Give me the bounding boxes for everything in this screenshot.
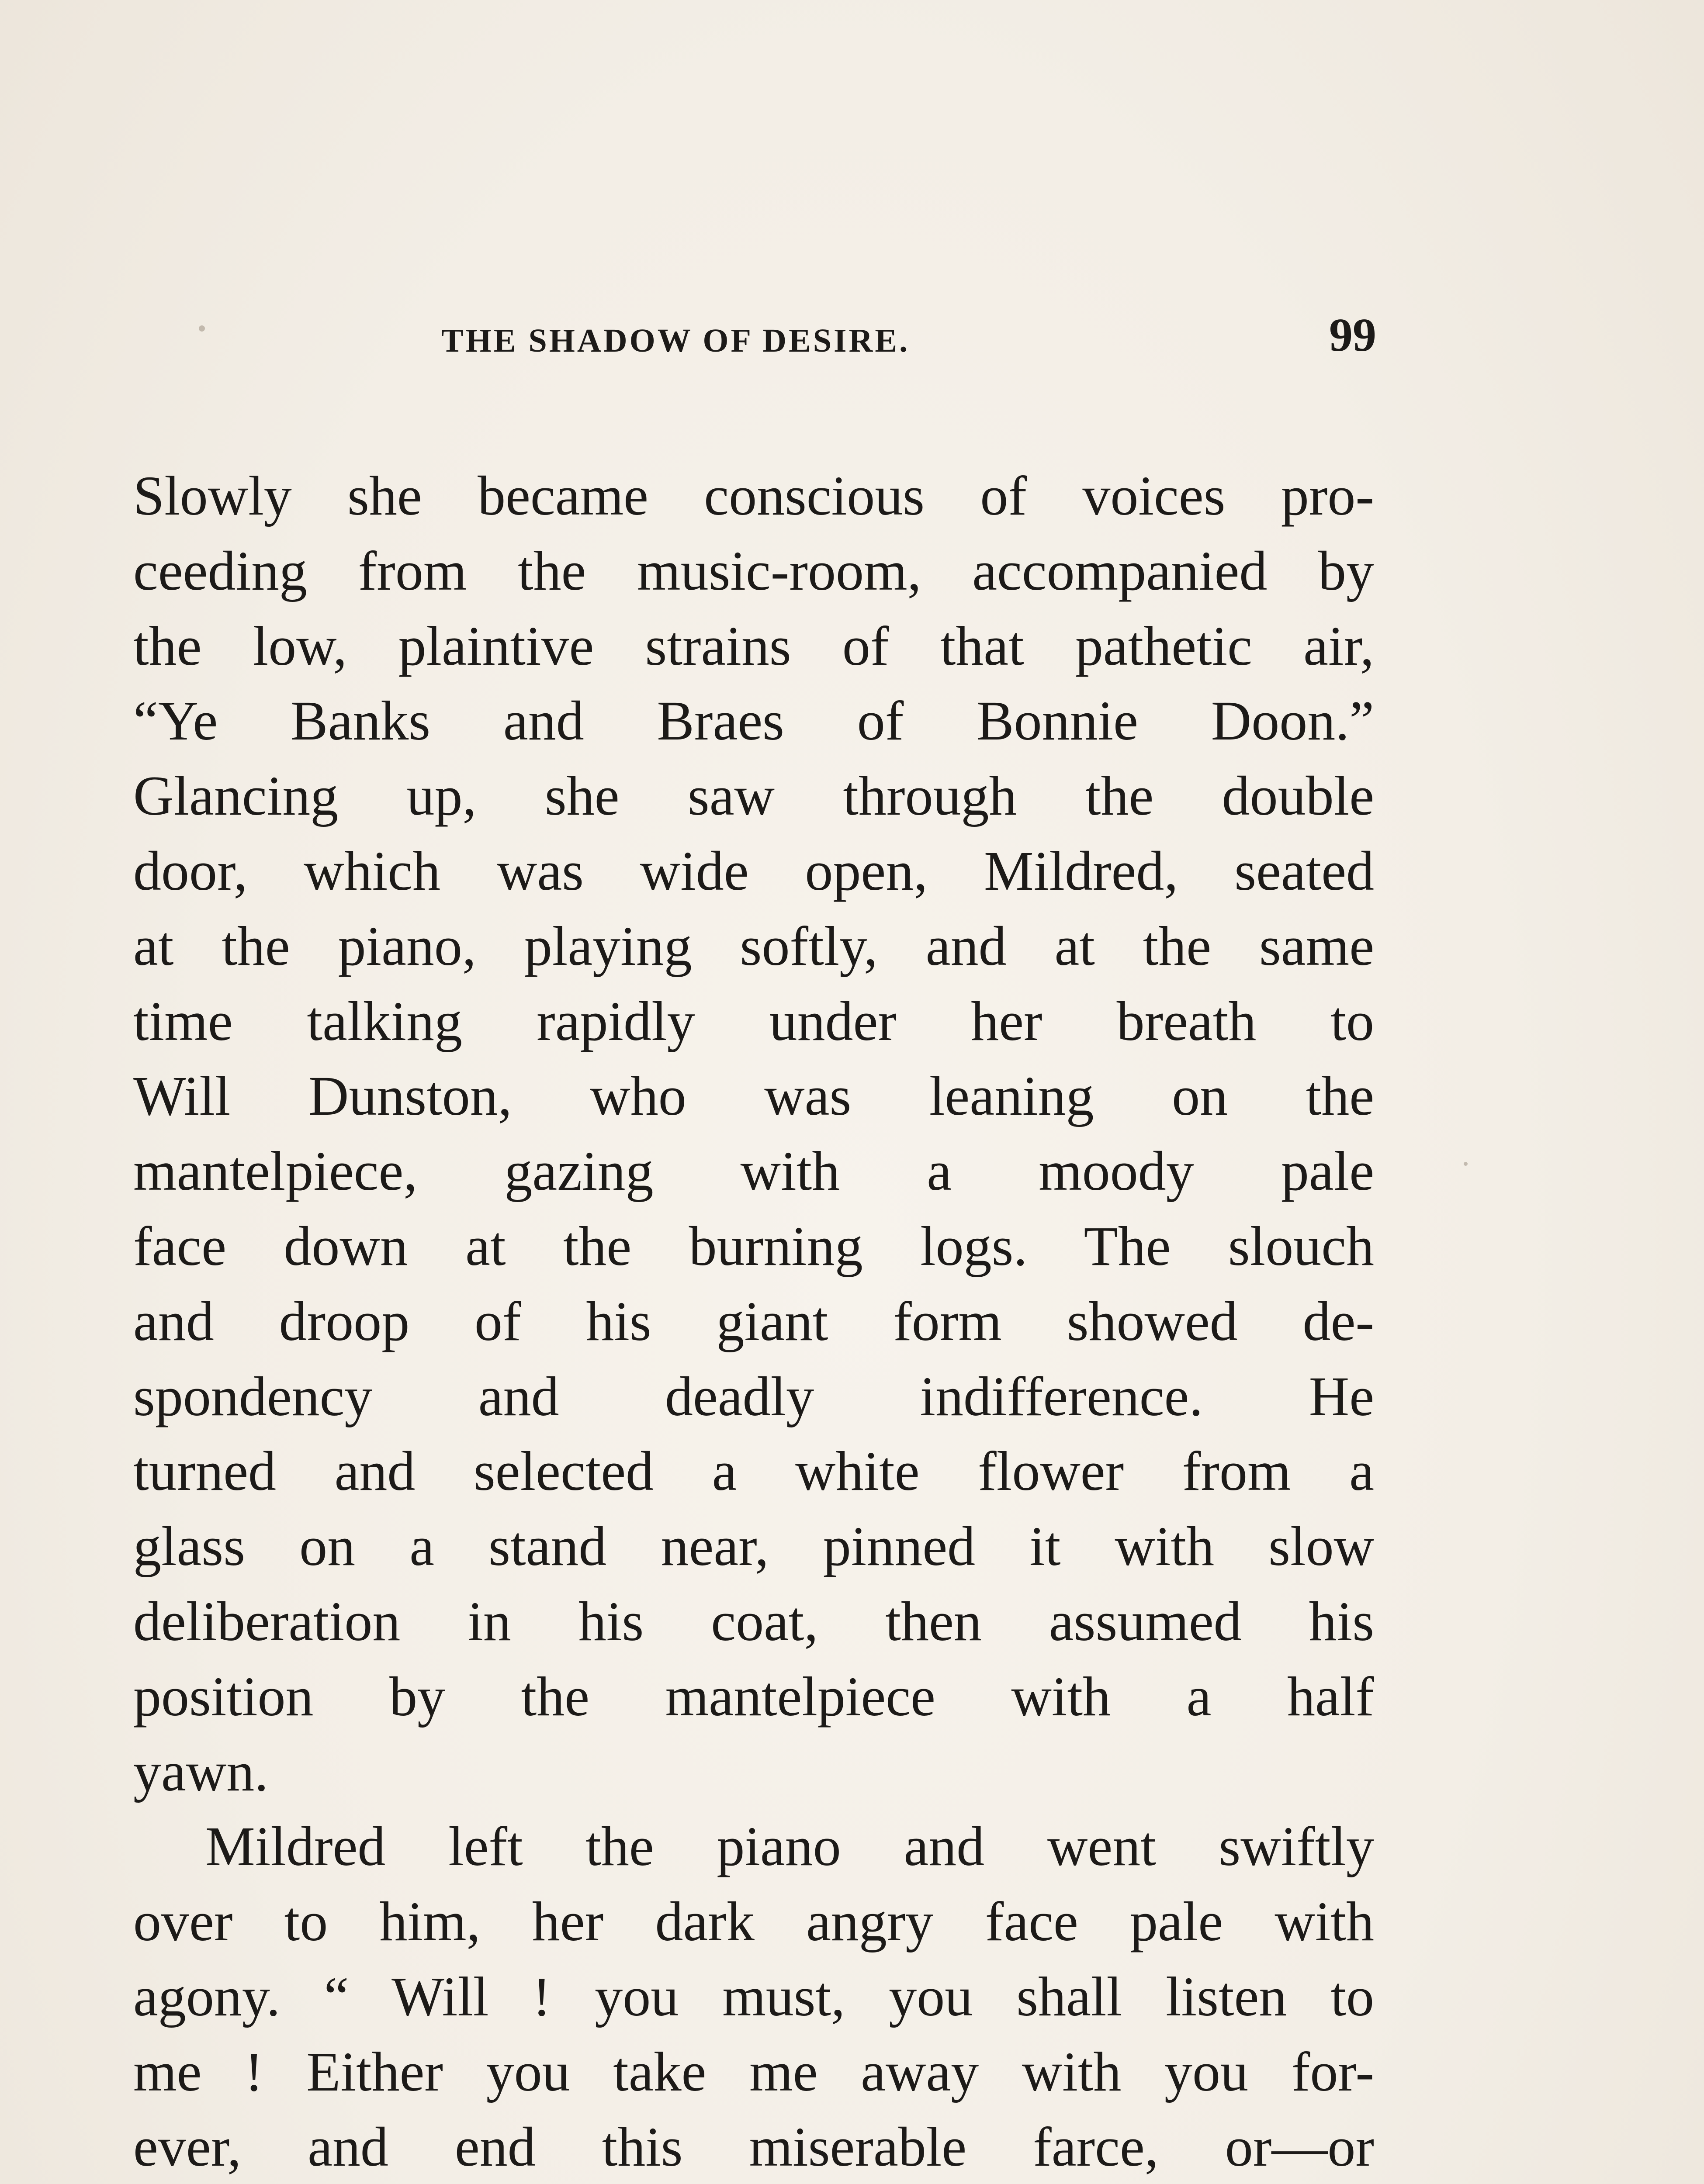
text-line: ever, and end this miserable farce, or—or	[133, 2115, 1374, 2178]
text-line: the low, plaintive strains of that pathetic air,	[133, 615, 1374, 677]
text-line: Mildred left the piano and went swiftly	[205, 1815, 1374, 1878]
text-line: “Ye Banks and Braes of Bonnie Doon.”	[133, 690, 1374, 752]
text-line: Slowly she became conscious of voices pro-	[133, 465, 1374, 527]
text-line: Glancing up, she saw through the double	[133, 765, 1374, 827]
text-line: mantelpiece, gazing with a moody pale	[133, 1140, 1374, 1203]
text-line: yawn.	[133, 1740, 269, 1803]
text-line: spondency and deadly indifference. He	[133, 1365, 1374, 1427]
text-line: ceeding from the music-room, accompanied by	[133, 539, 1374, 602]
text-line: Will Dunston, who was leaning on the	[133, 1065, 1374, 1127]
text-line: at the piano, playing softly, and at the same	[133, 915, 1374, 977]
page-number: 99	[1329, 309, 1376, 361]
text-line: glass on a stand near, pinned it with slow	[133, 1515, 1374, 1578]
body-text	[133, 459, 1374, 2184]
text-line: face down at the burning logs. The slouch	[133, 1215, 1374, 1277]
text-line: deliberation in his coat, then assumed his	[133, 1590, 1374, 1652]
text-line: over to him, her dark angry face pale with	[133, 1890, 1374, 1953]
text-line: me ! Either you take me away with you for-	[133, 2040, 1374, 2103]
paper-speck	[1464, 1162, 1468, 1166]
text-line: time talking rapidly under her breath to	[133, 990, 1374, 1052]
running-title: THE SHADOW OF DESIRE.	[441, 322, 910, 359]
text-line: turned and selected a white flower from a	[133, 1440, 1374, 1503]
text-line: door, which was wide open, Mildred, seated	[133, 840, 1374, 902]
paper-speck	[199, 325, 205, 332]
text-line: agony. “ Will ! you must, you shall listen to	[133, 1965, 1374, 2028]
text-line: position by the mantelpiece with a half	[133, 1665, 1374, 1728]
text-line: and droop of his giant form showed de-	[133, 1290, 1374, 1352]
